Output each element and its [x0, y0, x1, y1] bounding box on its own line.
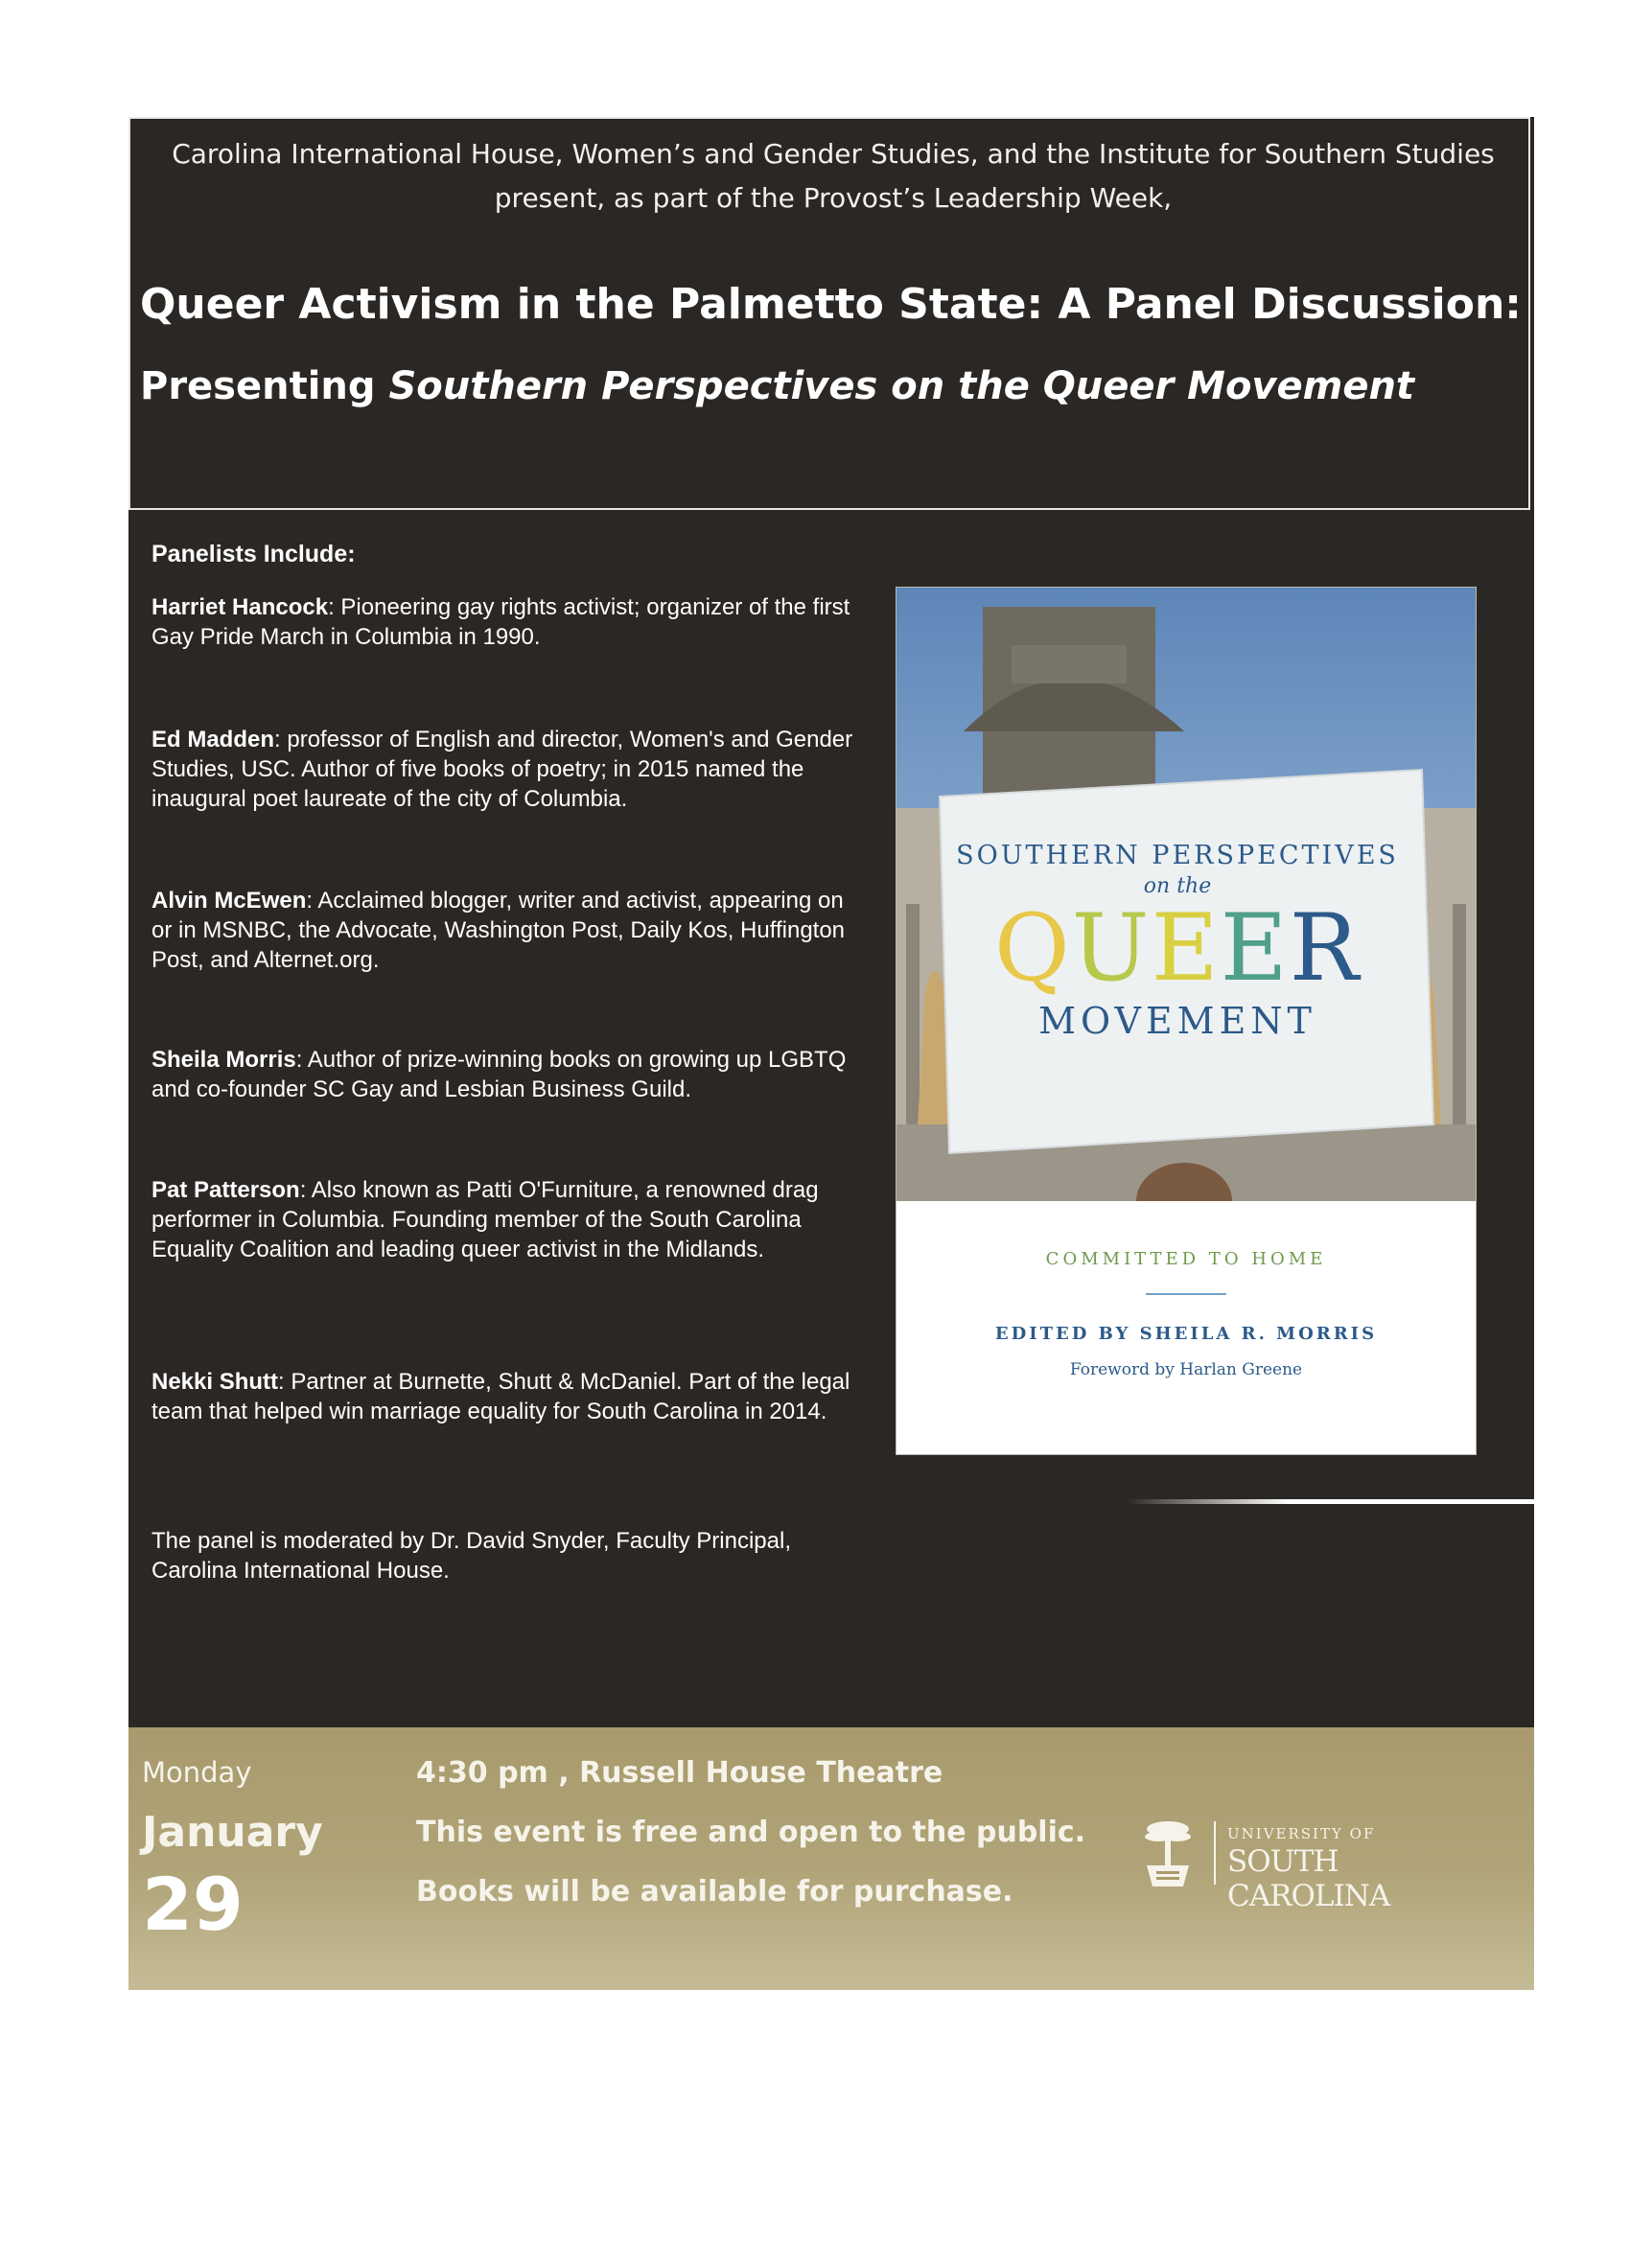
panelist-entry: [151, 725, 861, 814]
event-subtitle: [140, 364, 1530, 408]
panelist-bio: : Author of prize-winning books on growing up LGBTQ and co-founder SC Gay and Lesbian Business Guild.: [151, 1047, 847, 1102]
panelist-name: Alvin McEwen: [151, 888, 307, 914]
usc-logo: [1133, 1816, 1498, 1913]
panelist-bio: : professor of English and director, Women's and Gender Studies, USC. Author of five books of poetry; in 2015 named the inaugural poet laureate of the city of Columbia.: [151, 727, 853, 812]
event-time-place: 4:30 pm , Russell House Theatre: [416, 1756, 943, 1790]
queer-letter: Q: [993, 894, 1072, 1002]
cover-editor: EDITED BY SHEILA R. MORRIS: [994, 1324, 1378, 1344]
event-free-note: This event is free and open to the public.: [416, 1816, 1086, 1849]
subtitle-book-title: Southern Perspectives on the Queer Movement: [388, 364, 1415, 408]
panelist-bio: : Partner at Burnette, Shutt & McDaniel. Part of the legal team that helped win marriage equality for South Carolina in 2014.: [151, 1369, 850, 1424]
panelist-entry: [151, 1175, 861, 1264]
panelists-heading: Panelists Include:: [151, 541, 356, 567]
panelist-entry: [151, 1045, 861, 1104]
event-books-note: Books will be available for purchase.: [416, 1875, 1013, 1909]
logo-divider: [1214, 1821, 1216, 1885]
event-title: Queer Activism in the Palmetto State: A Panel Discussion:: [140, 280, 1522, 329]
queer-letter: E: [1220, 894, 1290, 1002]
header-box: [128, 117, 1530, 510]
panelist-name: Pat Patterson: [151, 1177, 300, 1203]
panelist-bio: : Also known as Patti O'Furniture, a renowned drag performer in Columbia. Founding member of the South Carolina Equality Coalition and leading queer activist in the Midlands.: [151, 1177, 819, 1262]
panelist-bio: : Pioneering gay rights activist; organizer of the first Gay Pride March in Columbia in 1990.: [151, 594, 850, 650]
panelist-name: Nekki Shutt: [151, 1369, 279, 1395]
panelist-name: Ed Madden: [151, 727, 275, 752]
queer-letter: U: [1071, 894, 1152, 1002]
event-day: Monday: [142, 1756, 252, 1789]
queer-letter: E: [1151, 894, 1221, 1002]
logo-south-carolina: SOUTH CAROLINA: [1227, 1844, 1390, 1913]
event-date: 29: [142, 1862, 244, 1947]
panelist-name: Sheila Morris: [151, 1047, 296, 1073]
book-cover-image: [896, 587, 1477, 1455]
scan-streak: [1126, 1499, 1534, 1504]
moderator-note: The panel is moderated by Dr. David Snyder, Faculty Principal, Carolina International House.: [151, 1528, 791, 1584]
subtitle-prefix: Presenting: [140, 364, 389, 408]
cover-title-line2: on the: [1143, 874, 1212, 898]
cover-title-line1: SOUTHERN PERSPECTIVES: [956, 841, 1399, 870]
queer-letter: R: [1289, 894, 1362, 1002]
flyer: [128, 117, 1534, 1990]
cover-title-queer: [943, 894, 1412, 1002]
panelist-name: Harriet Hancock: [151, 594, 329, 620]
event-month: January: [142, 1808, 323, 1857]
logo-university-of: UNIVERSITY OF: [1227, 1825, 1376, 1842]
cover-subtitle: COMMITTED TO HOME: [1045, 1249, 1327, 1269]
panelist-entry: [151, 886, 861, 975]
cover-divider: [1146, 1293, 1226, 1295]
panelist-bio: : Acclaimed blogger, writer and activist, appearing on or in MSNBC, the Advocate, Washington Post, Daily Kos, Huffington Post, and Alternet.org.: [151, 888, 846, 973]
cover-title: [943, 797, 1412, 1042]
cover-title-line4: MOVEMENT: [1038, 1000, 1316, 1042]
palmetto-emblem-icon: [1133, 1816, 1202, 1892]
panelist-entry: [151, 1367, 861, 1426]
cover-foreword: Foreword by Harlan Greene: [1069, 1360, 1303, 1379]
panelist-entry: [151, 592, 861, 652]
presenters-text: Carolina International House, Women’s and Gender Studies, and the Institute for Southern Studies present, as part of the Provost’s Leadership Week,: [172, 138, 1495, 214]
event-details-band: [128, 1727, 1534, 1990]
